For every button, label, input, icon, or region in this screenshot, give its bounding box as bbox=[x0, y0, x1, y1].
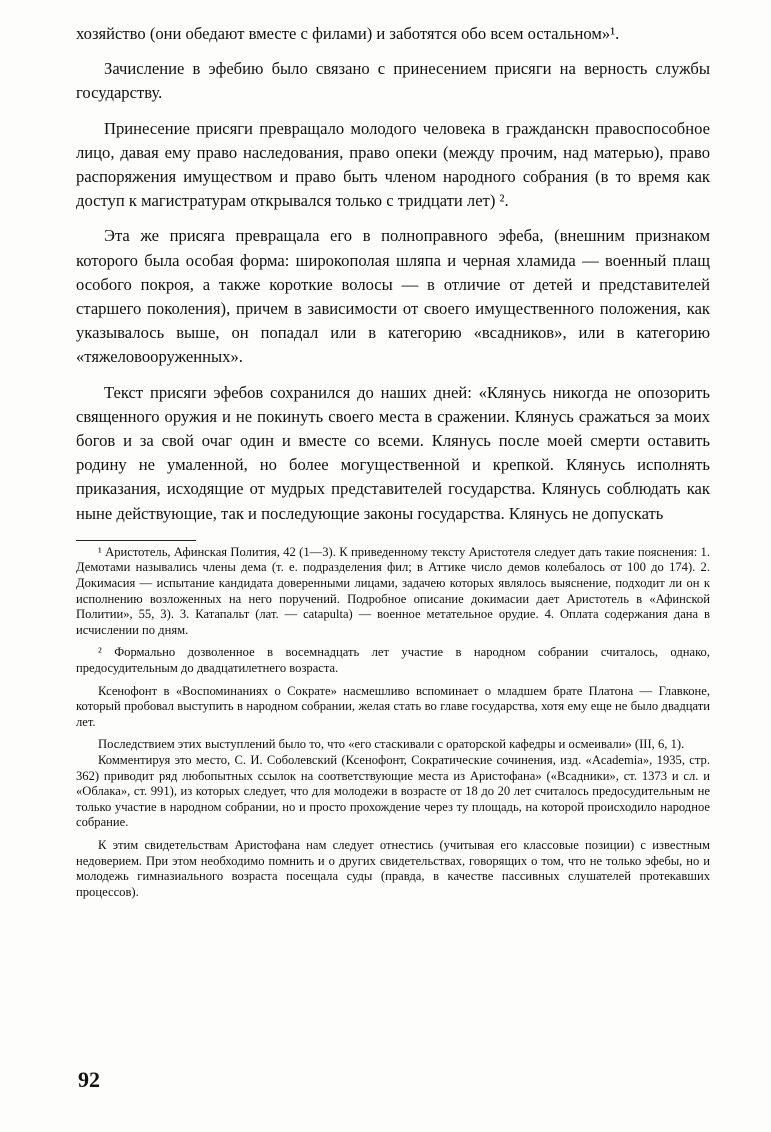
paragraph-1: хозяйство (они обедают вместе с филами) и заботятся обо всем остальном»¹. bbox=[76, 24, 620, 43]
paragraph-2: Зачисление в эфебию было связано с принесением присяги на верность службы государству. bbox=[76, 59, 710, 103]
footnote-2-para-3: Последствием этих выступлений было то, что «его стаскивали с ораторской кафедры и осмеивали» (III, 6, 1). bbox=[98, 737, 685, 752]
paragraph-3: Принесение присяги превращало молодого человека в гражданскн правоспособное лицо, давая ему право наследования, право опеки (между прочим, над матерью), право распоряжения имуществом и право быть членом народного собрания (в то время как доступ к магистратурам открывался только с тридцати лет) ². bbox=[76, 118, 710, 211]
footnote-2-para-5: К этим свидетельствам Аристофана нам следует отнестись (учитывая его классовые позиции) с известным недоверием. При этом необходимо помнить и о других свидетельствах, говорящих о том, что не только эфебы, но и молодежь гимназиального возраста посещала суды (правда, в качестве пассивных слушателей протекавших процессов). bbox=[76, 837, 710, 899]
book-page bbox=[76, 22, 710, 900]
footnote-2: ² Формально дозволенное в восемнадцать лет участие в народном собрании считалось, однако, предосудительным до двадцатилетнего возраста. bbox=[76, 645, 710, 676]
footnote-1: ¹ Аристотель, Афинская Полития, 42 (1—3). К приведенному тексту Аристотеля следует дать такие пояснения: 1. Демотами назывались члены дема (т. е. подразделения фил; в Аттике число демов колебалось от 100 до 174). 2. Докимасия — испытание кандидата доверенными лицами, задачею которых являлось выяснение, подходит ли он к исполнению возложенных на него поручений. Подробное описание докимасии дает Аристотель в «Афинской Политии», 55, 3). 3. Катапальт (лат. — catapulta) — военное метательное орудие. 4. Оплата содержания дана в исчислении по дням. bbox=[76, 544, 710, 637]
footnote-divider bbox=[76, 540, 196, 541]
paragraph-5: Текст присяги эфебов сохранился до наших дней: «Клянусь никогда не опозорить священного оружия и не покинуть своего места в сражении. Клянусь сражаться за моих богов и за свой очаг один и вместе со всеми. Клянусь после моей смерти оставить родину не умаленной, но более могущественной и крепкой. Клянусь исполнять приказания, исходящие от мудрых представителей государства. Клянусь соблюдать как ныне действующие, так и последующие законы государства. Клянусь не допускать bbox=[76, 382, 710, 523]
footnotes bbox=[76, 545, 710, 900]
page-number: 92 bbox=[78, 1067, 100, 1092]
footnote-2-para-4: Комментируя это место, С. И. Соболевский (Ксенофонт, Сократические сочинения, изд. «Academia», 1935, стр. 362) приводит ряд любопытных ссылок на соответствующие места из Аристофана» («Всадники», ст. 1373 и сл. и «Облака», ст. 991), из которых следует, что для молодежи в возрасте от 18 до 20 лет считалось предосудительным не только участие в народном собрании, но и просто прохождение через ту площадь, на которой происходило народное собрание. bbox=[76, 752, 710, 830]
footnote-2-para-2: Ксенофонт в «Воспоминаниях о Сократе» насмешливо вспоминает о младшем брате Платона — Главконе, который пробовал выступить в народном собрании, желая стать во главе государства, хотя ему еще не было двадцати лет. bbox=[76, 683, 710, 729]
main-text bbox=[76, 22, 710, 526]
paragraph-4: Эта же присяга превращала его в полноправного эфеба, (внешним признаком которого была особая форма: широкополая шляпа и черная хламида — военный плащ особого покроя, а также короткие волосы — в отличие от детей и представителей старшего поколения), причем в зависимости от своего имущественного положения, как указывалось выше, он попадал или в категорию «всадников», или в категорию «тяжеловооруженных». bbox=[76, 226, 710, 367]
